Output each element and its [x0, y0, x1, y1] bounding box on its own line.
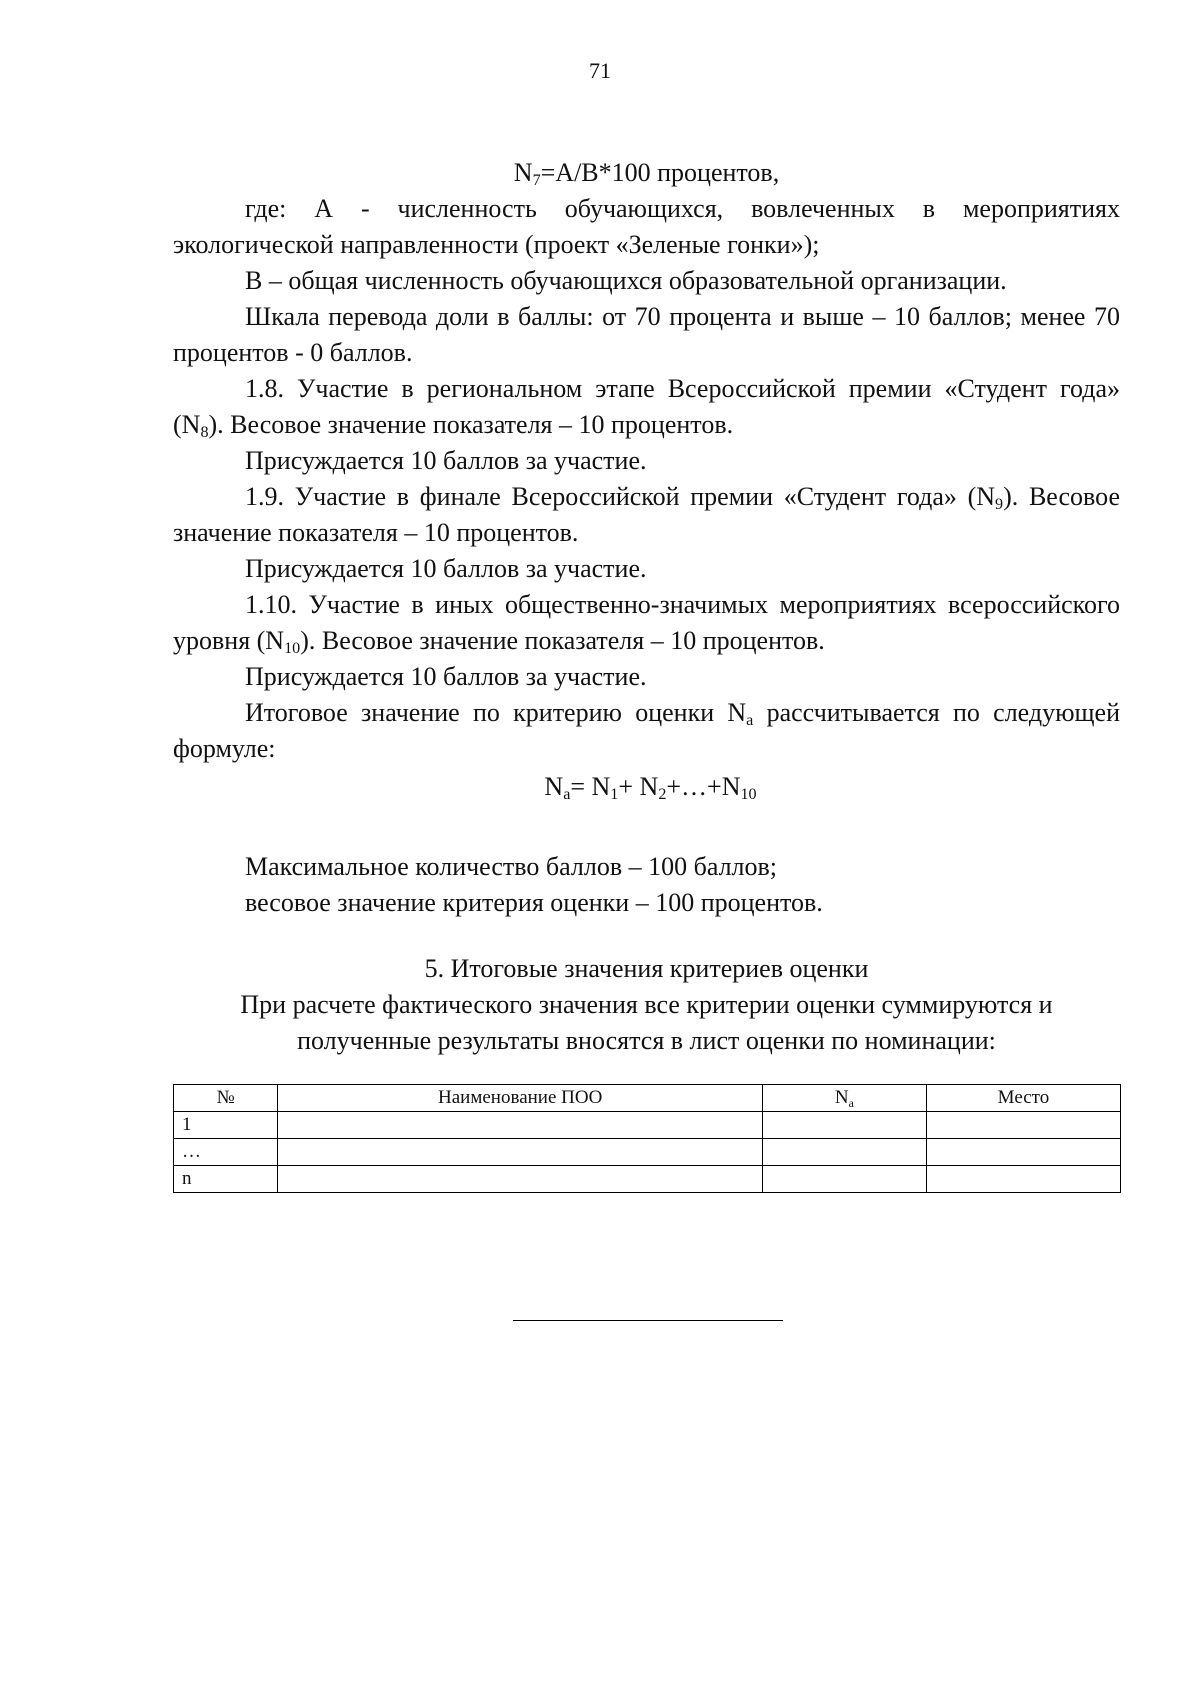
- criterion-weight: весовое значение критерия оценки – 100 процентов.: [245, 888, 823, 917]
- document-body: [173, 155, 1120, 1059]
- definition-b: В – общая численность обучающихся образовательной организации.: [245, 266, 1007, 295]
- row-number: n: [174, 1166, 278, 1193]
- total-intro: Итоговое значение по критерию оценки $N_a$ рассчитывается по следующей формуле:: [173, 698, 1120, 763]
- table-header-row: [174, 1085, 1121, 1112]
- page-number: 71: [589, 58, 611, 83]
- row-place-cell: [926, 1139, 1120, 1166]
- definition-a: где: А - численность обучающихся, вовлеченных в мероприятиях экологической направленности (проект «Зеленые гонки»);: [173, 194, 1120, 259]
- row-number: …: [174, 1139, 278, 1166]
- header-place: Место: [926, 1085, 1120, 1112]
- row-name-cell: [278, 1139, 762, 1166]
- item-1-8: 1.8. Участие в региональном этапе Всероссийской премии «Студент года» $(N_8)$. Весовое значение показателя – 10 процентов.: [173, 374, 1120, 441]
- row-place-cell: [926, 1166, 1120, 1193]
- header-name: Наименование ПОО: [278, 1085, 762, 1112]
- row-number: 1: [174, 1112, 278, 1139]
- table-row: [174, 1139, 1121, 1166]
- table-row: [174, 1166, 1121, 1193]
- results-table: [173, 1084, 1121, 1193]
- award-1-8: Присуждается 10 баллов за участие.: [245, 446, 647, 475]
- closing-rule-line: [513, 1320, 783, 1321]
- max-points: Максимальное количество баллов – 100 баллов;: [245, 852, 778, 881]
- row-place-cell: [926, 1112, 1120, 1139]
- row-na-cell: [762, 1139, 926, 1166]
- section-text-2: полученные результаты вносятся в лист оценки по номинации:: [297, 1026, 996, 1055]
- header-na: $N_a$: [762, 1085, 926, 1112]
- row-na-cell: [762, 1166, 926, 1193]
- row-name-cell: [278, 1166, 762, 1193]
- section-text-1: При расчете фактического значения все критерии оценки суммируются и: [240, 990, 1053, 1019]
- formula-n7: $N_7=A/B*100$ процентов,: [513, 158, 780, 189]
- section-title: 5. Итоговые значения критериев оценки: [424, 954, 869, 983]
- header-num: №: [174, 1085, 278, 1112]
- item-1-10: 1.10. Участие в иных общественно-значимых мероприятиях всероссийского уровня $(N_{10})$. Весовое значение показателя – 10 процентов.: [173, 590, 1120, 657]
- scale-text: Шкала перевода доли в баллы: от 70 процента и выше – 10 баллов; менее 70 процентов - 0 баллов.: [173, 302, 1120, 367]
- item-1-9: 1.9. Участие в финале Всероссийской премии «Студент года» $(N_9)$. Весовое значение показателя – 10 процентов.: [173, 482, 1120, 547]
- row-na-cell: [762, 1112, 926, 1139]
- formula-na: $N_a= N_1+$ $N_2+\dots+N_{10}$: [544, 772, 757, 803]
- award-1-9: Присуждается 10 баллов за участие.: [245, 554, 647, 583]
- table-row: [174, 1112, 1121, 1139]
- row-name-cell: [278, 1112, 762, 1139]
- award-1-10: Присуждается 10 баллов за участие.: [245, 662, 647, 691]
